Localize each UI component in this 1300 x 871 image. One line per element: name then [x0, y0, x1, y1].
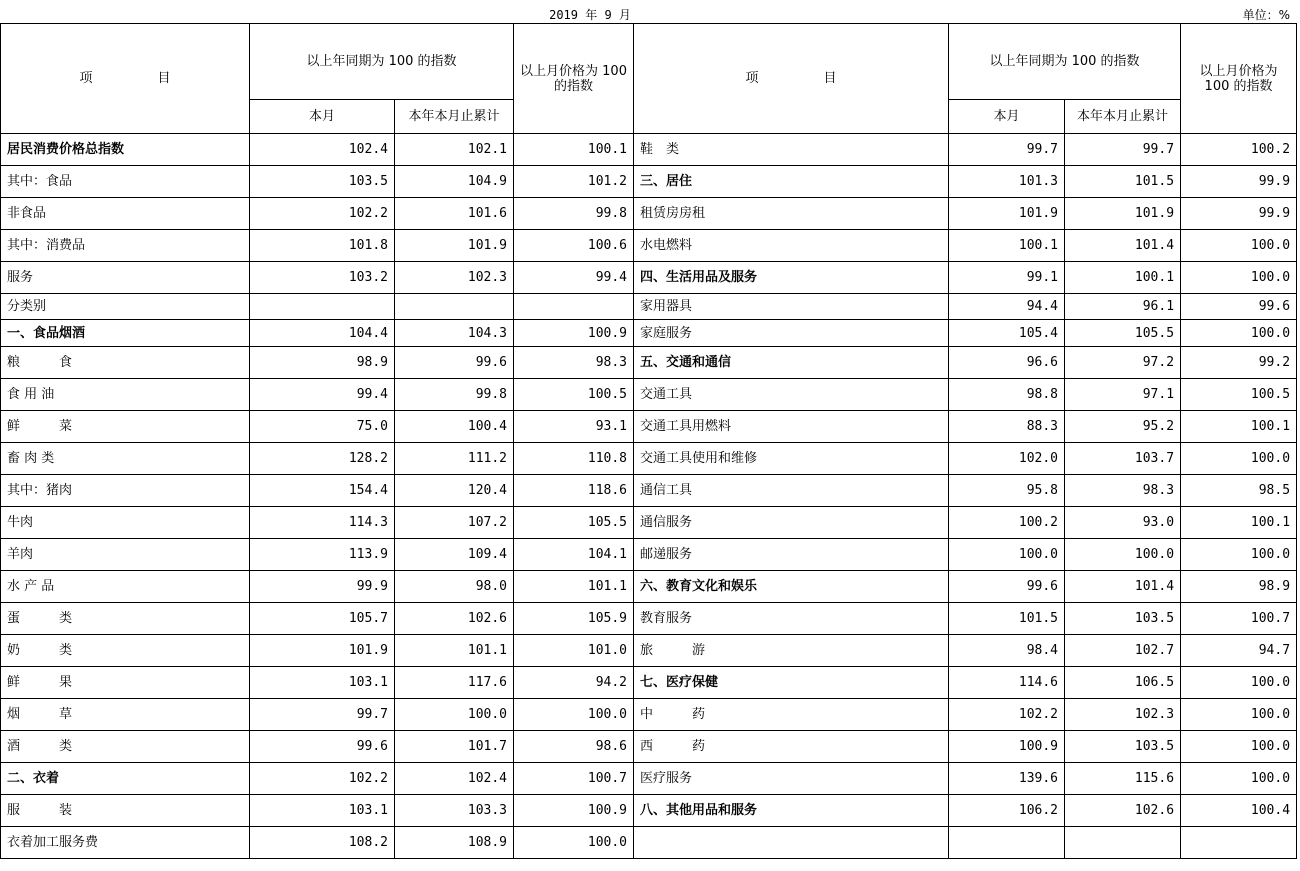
left-current-month: 103.2: [250, 262, 395, 294]
table-row: [1, 347, 1297, 379]
left-current-month: 104.4: [250, 320, 395, 347]
right-cumulative: 93.0: [1065, 507, 1181, 539]
right-item-name: 八、其他用品和服务: [634, 795, 949, 827]
right-item-name: 七、医疗保健: [634, 667, 949, 699]
right-month-on-month: 99.9: [1181, 166, 1297, 198]
right-current-month: 100.2: [949, 507, 1065, 539]
table-row: [1, 134, 1297, 166]
left-item-name: 非食品: [1, 198, 250, 230]
header-mom-left: 以上月价格为 100 的指数: [514, 24, 634, 134]
left-cumulative: 101.1: [395, 635, 514, 667]
left-item-name: 食 用 油: [1, 379, 250, 411]
report-period: 2019 年 9 月: [549, 8, 631, 22]
left-month-on-month: 101.0: [514, 635, 634, 667]
left-current-month: 113.9: [250, 539, 395, 571]
right-cumulative: 101.4: [1065, 230, 1181, 262]
table-row: [1, 166, 1297, 198]
header-cumulative-left: 本年本月止累计: [395, 100, 514, 134]
right-cumulative: 100.0: [1065, 539, 1181, 571]
right-item-name: 交通工具使用和维修: [634, 443, 949, 475]
left-month-on-month: 105.5: [514, 507, 634, 539]
right-month-on-month: 98.9: [1181, 571, 1297, 603]
table-body: [1, 134, 1297, 859]
left-item-name: 烟 草: [1, 699, 250, 731]
left-cumulative: 101.9: [395, 230, 514, 262]
left-item-name: 二、衣着: [1, 763, 250, 795]
right-cumulative: 99.7: [1065, 134, 1181, 166]
left-item-name: 畜 肉 类: [1, 443, 250, 475]
table-row: [1, 731, 1297, 763]
right-current-month: 98.8: [949, 379, 1065, 411]
right-cumulative: 103.5: [1065, 731, 1181, 763]
right-item-name: 通信工具: [634, 475, 949, 507]
left-cumulative: 104.3: [395, 320, 514, 347]
right-current-month: 99.6: [949, 571, 1065, 603]
right-month-on-month: 100.5: [1181, 379, 1297, 411]
right-current-month: 100.0: [949, 539, 1065, 571]
right-cumulative: 101.9: [1065, 198, 1181, 230]
left-current-month: 99.9: [250, 571, 395, 603]
table-row: [1, 763, 1297, 795]
left-cumulative: 102.3: [395, 262, 514, 294]
left-cumulative: 109.4: [395, 539, 514, 571]
right-item-name: 家庭服务: [634, 320, 949, 347]
right-month-on-month: 100.0: [1181, 443, 1297, 475]
right-month-on-month: 100.0: [1181, 320, 1297, 347]
right-item-name: 五、交通和通信: [634, 347, 949, 379]
left-item-name: 分类别: [1, 294, 250, 320]
right-cumulative: 100.1: [1065, 262, 1181, 294]
left-cumulative: 100.4: [395, 411, 514, 443]
cpi-table: [0, 23, 1297, 859]
right-item-name: 水电燃料: [634, 230, 949, 262]
left-item-name: 服 装: [1, 795, 250, 827]
left-current-month: 102.2: [250, 198, 395, 230]
right-current-month: 101.9: [949, 198, 1065, 230]
right-item-name: 医疗服务: [634, 763, 949, 795]
table-row: [1, 262, 1297, 294]
right-current-month: 88.3: [949, 411, 1065, 443]
table-row: [1, 411, 1297, 443]
right-current-month: 99.1: [949, 262, 1065, 294]
right-cumulative: 102.7: [1065, 635, 1181, 667]
right-cumulative: 97.2: [1065, 347, 1181, 379]
left-item-name: 衣着加工服务费: [1, 827, 250, 859]
table-row: [1, 443, 1297, 475]
right-current-month: 139.6: [949, 763, 1065, 795]
right-current-month: 101.3: [949, 166, 1065, 198]
table-row: [1, 320, 1297, 347]
right-month-on-month: 100.2: [1181, 134, 1297, 166]
right-item-name: [634, 827, 949, 859]
left-current-month: 99.4: [250, 379, 395, 411]
right-current-month: 98.4: [949, 635, 1065, 667]
right-item-name: 交通工具用燃料: [634, 411, 949, 443]
left-current-month: 108.2: [250, 827, 395, 859]
left-cumulative: 107.2: [395, 507, 514, 539]
right-month-on-month: 94.7: [1181, 635, 1297, 667]
table-row: [1, 198, 1297, 230]
header-current-month-right: 本月: [949, 100, 1065, 134]
left-item-name: 水 产 品: [1, 571, 250, 603]
table-row: [1, 699, 1297, 731]
right-item-name: 邮递服务: [634, 539, 949, 571]
right-current-month: 99.7: [949, 134, 1065, 166]
right-item-name: 租赁房房租: [634, 198, 949, 230]
right-cumulative: 98.3: [1065, 475, 1181, 507]
left-current-month: 128.2: [250, 443, 395, 475]
left-item-name: 奶 类: [1, 635, 250, 667]
left-cumulative: 101.6: [395, 198, 514, 230]
table-row: [1, 507, 1297, 539]
left-item-name: 羊肉: [1, 539, 250, 571]
left-current-month: 102.4: [250, 134, 395, 166]
right-cumulative: 106.5: [1065, 667, 1181, 699]
left-cumulative: 111.2: [395, 443, 514, 475]
left-month-on-month: 93.1: [514, 411, 634, 443]
left-current-month: 154.4: [250, 475, 395, 507]
right-current-month: 101.5: [949, 603, 1065, 635]
left-cumulative: 102.4: [395, 763, 514, 795]
left-month-on-month: 98.6: [514, 731, 634, 763]
table-row: [1, 795, 1297, 827]
left-item-name: 蛋 类: [1, 603, 250, 635]
table-row: [1, 294, 1297, 320]
left-item-name: 酒 类: [1, 731, 250, 763]
left-current-month: [250, 294, 395, 320]
header-cumulative-right: 本年本月止累计: [1065, 100, 1181, 134]
left-month-on-month: 110.8: [514, 443, 634, 475]
left-month-on-month: 104.1: [514, 539, 634, 571]
header-current-month-left: 本月: [250, 100, 395, 134]
left-month-on-month: 100.9: [514, 795, 634, 827]
header-yoy-left: 以上年同期为 100 的指数: [250, 24, 514, 100]
right-current-month: 100.1: [949, 230, 1065, 262]
left-month-on-month: 100.7: [514, 763, 634, 795]
table-header: [1, 24, 1297, 134]
right-current-month: 114.6: [949, 667, 1065, 699]
right-cumulative: 102.3: [1065, 699, 1181, 731]
right-month-on-month: 98.5: [1181, 475, 1297, 507]
left-current-month: 99.7: [250, 699, 395, 731]
header-item-right: 项 目: [634, 24, 949, 134]
left-month-on-month: 101.1: [514, 571, 634, 603]
left-month-on-month: 100.0: [514, 827, 634, 859]
left-current-month: 105.7: [250, 603, 395, 635]
right-month-on-month: 99.6: [1181, 294, 1297, 320]
left-current-month: 75.0: [250, 411, 395, 443]
right-current-month: 102.2: [949, 699, 1065, 731]
table-caption: [0, 0, 1296, 22]
left-month-on-month: 99.8: [514, 198, 634, 230]
right-cumulative: 103.7: [1065, 443, 1181, 475]
right-item-name: 三、居住: [634, 166, 949, 198]
left-cumulative: 104.9: [395, 166, 514, 198]
table-row: [1, 635, 1297, 667]
unit-label: 单位：%: [1242, 8, 1290, 22]
right-item-name: 家用器具: [634, 294, 949, 320]
left-month-on-month: 98.3: [514, 347, 634, 379]
right-current-month: [949, 827, 1065, 859]
left-cumulative: 108.9: [395, 827, 514, 859]
right-month-on-month: 100.7: [1181, 603, 1297, 635]
header-item-left: 项 目: [1, 24, 250, 134]
table-row: [1, 603, 1297, 635]
left-current-month: 101.9: [250, 635, 395, 667]
left-month-on-month: 100.9: [514, 320, 634, 347]
right-cumulative: 102.6: [1065, 795, 1181, 827]
right-item-name: 旅 游: [634, 635, 949, 667]
left-item-name: 其中：食品: [1, 166, 250, 198]
left-month-on-month: 105.9: [514, 603, 634, 635]
right-item-name: 西 药: [634, 731, 949, 763]
left-cumulative: 98.0: [395, 571, 514, 603]
table-row: [1, 827, 1297, 859]
left-month-on-month: 94.2: [514, 667, 634, 699]
right-month-on-month: 99.9: [1181, 198, 1297, 230]
table-row: [1, 667, 1297, 699]
left-cumulative: 99.8: [395, 379, 514, 411]
right-current-month: 94.4: [949, 294, 1065, 320]
left-month-on-month: 101.2: [514, 166, 634, 198]
right-cumulative: 103.5: [1065, 603, 1181, 635]
left-month-on-month: 100.6: [514, 230, 634, 262]
right-current-month: 100.9: [949, 731, 1065, 763]
right-month-on-month: 100.0: [1181, 230, 1297, 262]
left-current-month: 103.1: [250, 667, 395, 699]
right-current-month: 105.4: [949, 320, 1065, 347]
right-month-on-month: 100.0: [1181, 262, 1297, 294]
right-item-name: 四、生活用品及服务: [634, 262, 949, 294]
table-row: [1, 571, 1297, 603]
right-current-month: 95.8: [949, 475, 1065, 507]
right-item-name: 通信服务: [634, 507, 949, 539]
left-cumulative: 102.6: [395, 603, 514, 635]
right-current-month: 106.2: [949, 795, 1065, 827]
right-current-month: 102.0: [949, 443, 1065, 475]
left-current-month: 99.6: [250, 731, 395, 763]
header-mom-right: 以上月价格为 100 的指数: [1181, 24, 1297, 134]
right-item-name: 中 药: [634, 699, 949, 731]
left-item-name: 居民消费价格总指数: [1, 134, 250, 166]
right-cumulative: 115.6: [1065, 763, 1181, 795]
right-month-on-month: 100.0: [1181, 667, 1297, 699]
left-month-on-month: 100.5: [514, 379, 634, 411]
table-row: [1, 230, 1297, 262]
right-month-on-month: [1181, 827, 1297, 859]
right-month-on-month: 100.1: [1181, 507, 1297, 539]
left-item-name: 粮 食: [1, 347, 250, 379]
right-item-name: 交通工具: [634, 379, 949, 411]
left-item-name: 其中：消费品: [1, 230, 250, 262]
left-current-month: 114.3: [250, 507, 395, 539]
left-item-name: 服务: [1, 262, 250, 294]
right-cumulative: [1065, 827, 1181, 859]
table-row: [1, 475, 1297, 507]
left-current-month: 103.5: [250, 166, 395, 198]
right-item-name: 鞋 类: [634, 134, 949, 166]
table-row: [1, 539, 1297, 571]
left-month-on-month: 99.4: [514, 262, 634, 294]
right-current-month: 96.6: [949, 347, 1065, 379]
right-month-on-month: 99.2: [1181, 347, 1297, 379]
right-cumulative: 97.1: [1065, 379, 1181, 411]
right-month-on-month: 100.0: [1181, 539, 1297, 571]
left-cumulative: 102.1: [395, 134, 514, 166]
right-item-name: 六、教育文化和娱乐: [634, 571, 949, 603]
left-cumulative: 101.7: [395, 731, 514, 763]
left-item-name: 其中：猪肉: [1, 475, 250, 507]
right-cumulative: 105.5: [1065, 320, 1181, 347]
left-item-name: 鲜 菜: [1, 411, 250, 443]
left-current-month: 102.2: [250, 763, 395, 795]
right-month-on-month: 100.0: [1181, 763, 1297, 795]
header-yoy-right: 以上年同期为 100 的指数: [949, 24, 1181, 100]
right-cumulative: 101.5: [1065, 166, 1181, 198]
right-cumulative: 101.4: [1065, 571, 1181, 603]
right-item-name: 教育服务: [634, 603, 949, 635]
left-item-name: 牛肉: [1, 507, 250, 539]
left-item-name: 鲜 果: [1, 667, 250, 699]
table-row: [1, 379, 1297, 411]
right-cumulative: 95.2: [1065, 411, 1181, 443]
left-month-on-month: 118.6: [514, 475, 634, 507]
left-month-on-month: 100.1: [514, 134, 634, 166]
left-month-on-month: 100.0: [514, 699, 634, 731]
left-current-month: 101.8: [250, 230, 395, 262]
left-item-name: 一、食品烟酒: [1, 320, 250, 347]
right-month-on-month: 100.0: [1181, 731, 1297, 763]
left-current-month: 103.1: [250, 795, 395, 827]
left-current-month: 98.9: [250, 347, 395, 379]
right-cumulative: 96.1: [1065, 294, 1181, 320]
right-month-on-month: 100.4: [1181, 795, 1297, 827]
left-cumulative: 99.6: [395, 347, 514, 379]
left-month-on-month: [514, 294, 634, 320]
right-month-on-month: 100.0: [1181, 699, 1297, 731]
left-cumulative: 103.3: [395, 795, 514, 827]
left-cumulative: [395, 294, 514, 320]
left-cumulative: 120.4: [395, 475, 514, 507]
right-month-on-month: 100.1: [1181, 411, 1297, 443]
left-cumulative: 100.0: [395, 699, 514, 731]
left-cumulative: 117.6: [395, 667, 514, 699]
